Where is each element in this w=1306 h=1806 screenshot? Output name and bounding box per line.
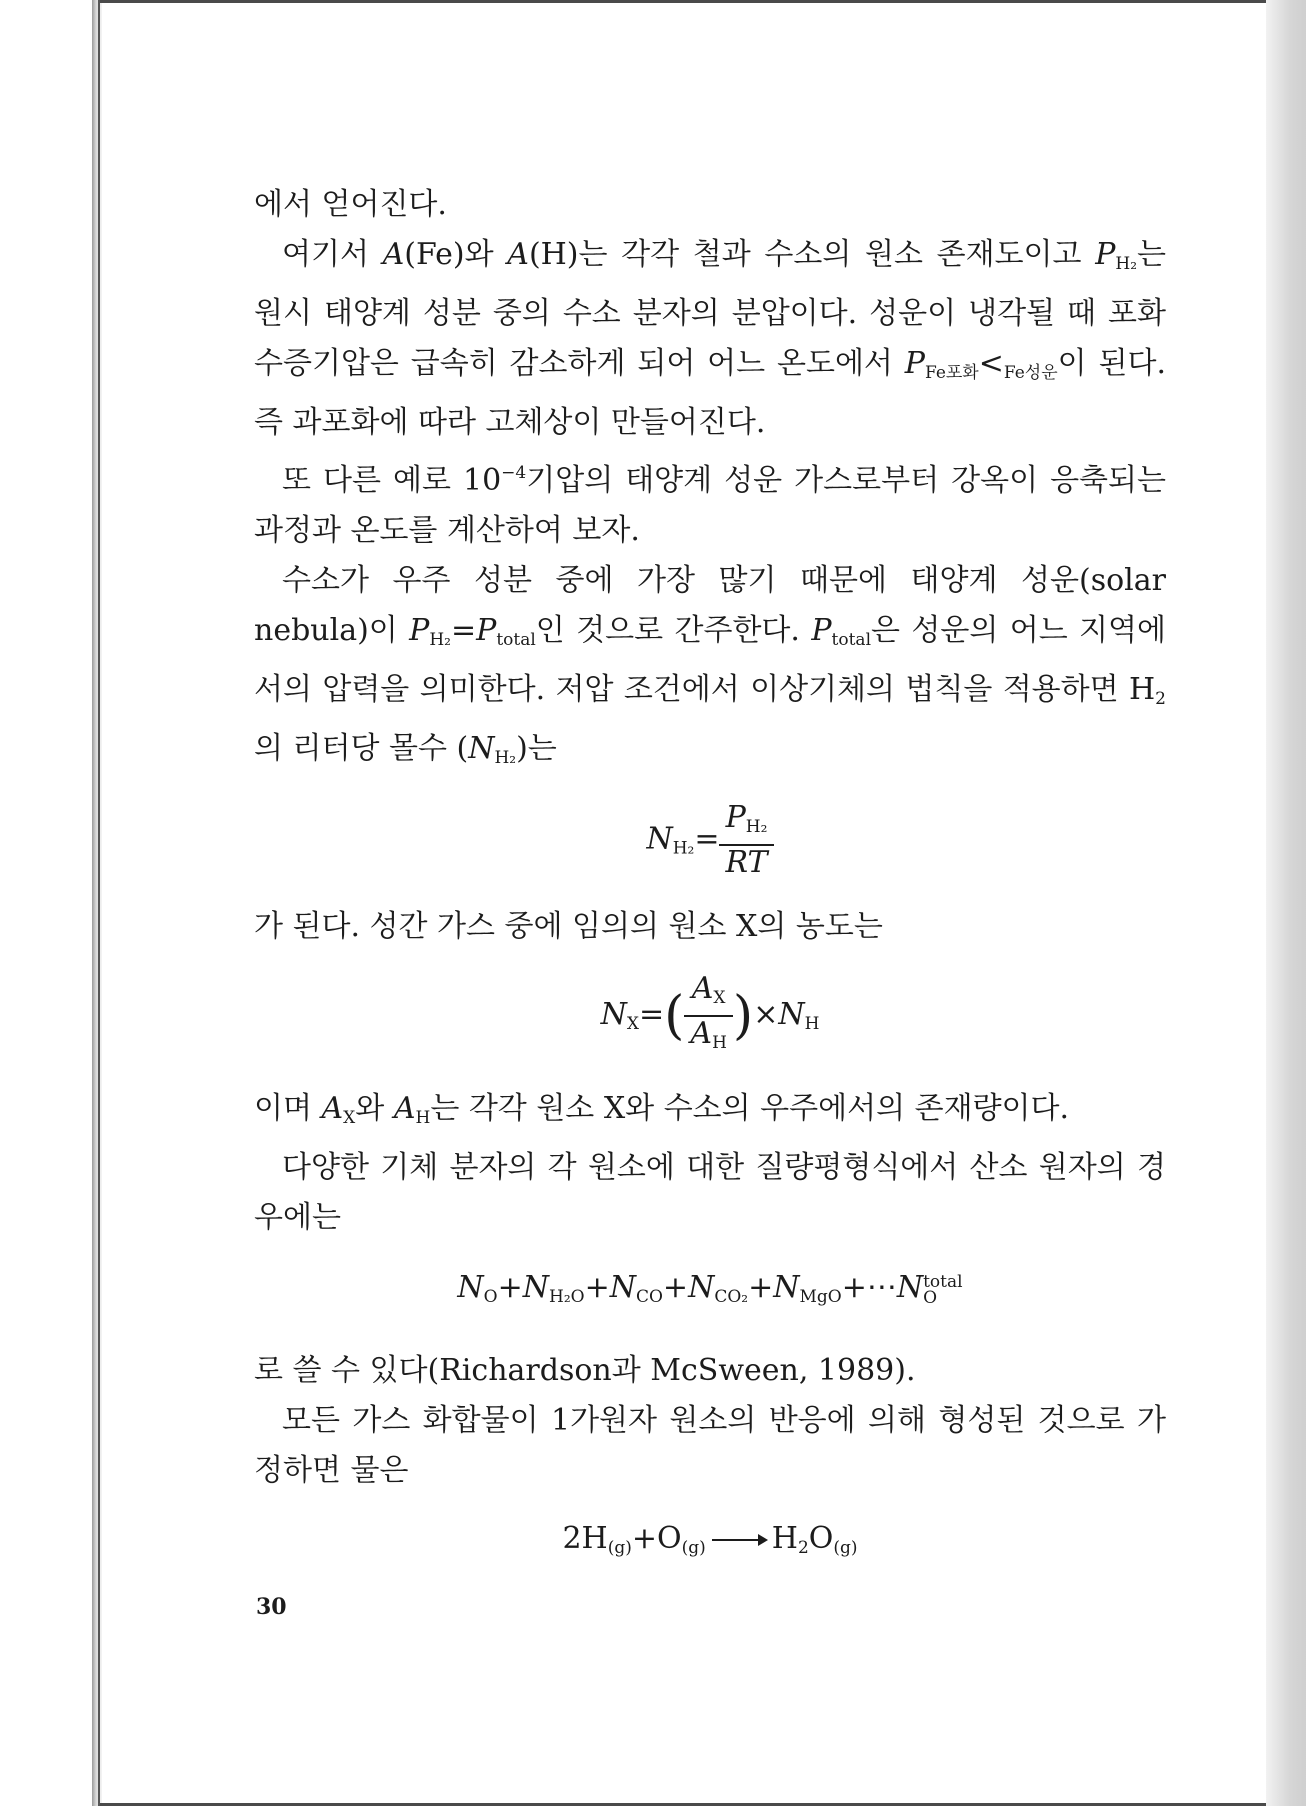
page-binding-shadow [92,0,102,1806]
paragraph-2: 여기서 A(Fe)와 A(H)는 각각 철과 수소의 원소 존재도이고 $P_{H_2}$는 원시 태양계 성분 중의 수소 분자의 분압이다. 성운이 냉각될 때 포화수증기압은 급속히 감소하게 되어 어느 온도에서 $P_{Fe포화}<_{Fe성운}$이 된다. 즉 과포화에 따라 고체상이 만들어진다. [254,237,1166,440]
equation-oxygen-mass-balance: $N_O+N_{H_2O}+N_{CO}+N_{CO_2}+N_{MgO}+\cdots N$ total O [457,1270,963,1308]
equation-molar-concentration: $N_{H_2}=$ $\frac{P_{H_2}}{RT}$ [254,783,1166,902]
paragraph-7: 다양한 기체 분자의 각 원소에 대한 질량평형식에서 산소 원자의 경우에는 [254,1150,1166,1235]
fraction: $\frac{A_X}{A_H}$ [684,972,733,1060]
paragraph-6: 이며 $A_X$와 $A_H$는 각각 원소 X와 수소의 우주에서의 존재량이다. [254,1091,1070,1128]
paragraph-4: 수소가 우주 성분 중에 가장 많기 때문에 태양계 성운(solar nebula)이 $P_{H_2}=P_{total}$인 것으로 간주한다. $P_{total}$은 성운의 어느 지역에서의 압력을 의미한다. 저압 조건에서 이상기체의 법칙을 적용하면 $H_2$의 리터당 몰수 $(N_{H_2})$는 [254,563,1166,768]
paragraph-9: 모든 가스 화합물이 1가원자 원소의 반응에 의해 형성된 것으로 가정하면 물은 [254,1403,1166,1488]
equation-water-formation: $2H_{(g)}+O_{(g)}$ $H_2O_{(g)}$ [562,1521,858,1558]
page-body [254,180,1166,1573]
page-number: 30 [256,1594,287,1620]
page-right-edge-shadow [1266,0,1306,1806]
equation-element-concentration: $N_X=$( $\frac{A_X}{A_H}$ )$\times N_H$ [254,952,1166,1084]
page-top-border [100,0,1266,3]
reaction-arrow-icon [712,1539,766,1541]
paragraph-8: 로 쓸 수 있다(Richardson과 McSween, 1989). [254,1353,916,1388]
page-binding-edge [98,0,100,1806]
paragraph-3: 또 다른 예로 $10^{-4}$기압의 태양계 성운 가스로부터 강옥이 응축되는 과정과 온도를 계산하여 보자. [254,463,1166,548]
fraction: $\frac{P_{H_2}}{RT}$ [719,801,773,880]
paragraph-5: 가 된다. 성간 가스 중에 임의의 원소 X의 농도는 [254,909,883,944]
paragraph-1: 에서 얻어진다. [254,187,447,222]
